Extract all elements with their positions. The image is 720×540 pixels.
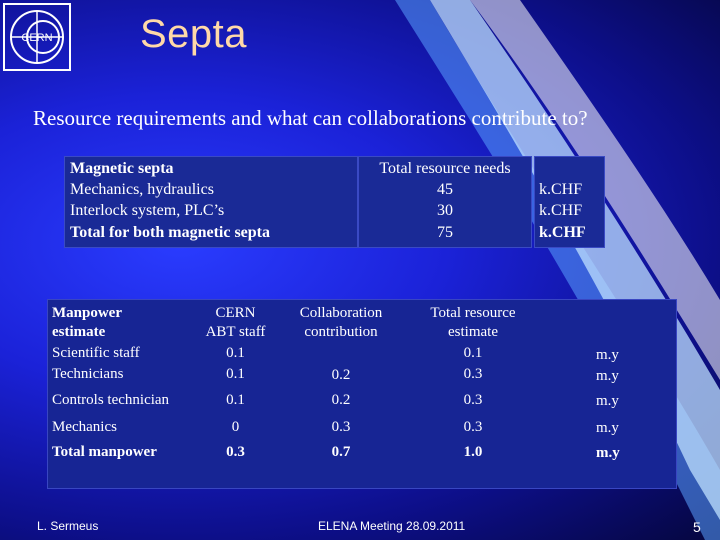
- svg-text:CERN: CERN: [21, 32, 53, 44]
- row-unit: m.y: [596, 347, 619, 363]
- needs-unit: k.CHF: [539, 224, 586, 241]
- header-collab: Collaboration: [299, 305, 383, 321]
- row-collab-total: 0.7: [331, 444, 351, 460]
- row-unit-total: m.y: [596, 445, 620, 461]
- row-cern: 0.1: [226, 392, 245, 408]
- needs-value-cell: [358, 156, 532, 248]
- row-label: Scientific staff: [52, 345, 140, 361]
- row-cern-total: 0.3: [226, 444, 245, 460]
- needs-value: 75: [437, 224, 453, 241]
- row-unit: m.y: [596, 368, 619, 384]
- header-cern: CERN: [215, 305, 256, 321]
- needs-value: 45: [437, 181, 453, 198]
- header-total: estimate: [448, 324, 498, 340]
- header-manpower: Manpower: [52, 305, 122, 321]
- footer-author: L. Sermeus: [37, 519, 99, 533]
- row-unit: m.y: [596, 393, 619, 409]
- row-total-total: 1.0: [463, 444, 483, 460]
- needs-unit: k.CHF: [539, 202, 583, 219]
- row-total: 0.1: [463, 345, 483, 361]
- row-total: 0.3: [463, 392, 483, 408]
- needs-unit: k.CHF: [539, 181, 583, 198]
- row-total: 0.3: [463, 366, 483, 382]
- row-label: Controls technician: [52, 392, 170, 408]
- needs-row-label: Mechanics, hydraulics: [70, 181, 214, 198]
- row-cern: 0: [231, 419, 240, 435]
- row-label: Technicians: [52, 366, 124, 382]
- needs-row-label: Interlock system, PLC’s: [70, 202, 225, 219]
- row-cern: 0.1: [226, 366, 245, 382]
- header-manpower: estimate: [52, 324, 106, 340]
- row-cern: 0.1: [226, 345, 245, 361]
- needs-row-label: Magnetic septa: [70, 160, 174, 177]
- footer-event: ELENA Meeting 28.09.2011: [318, 519, 466, 533]
- needs-value: 30: [437, 202, 453, 219]
- row-label: Mechanics: [52, 419, 117, 435]
- slide-title: Septa: [140, 12, 248, 56]
- manpower-table: [47, 299, 677, 489]
- needs-value-header: Total resource needs: [379, 160, 511, 177]
- needs-row-label: Total for both magnetic septa: [70, 224, 270, 241]
- row-total: 0.3: [463, 419, 483, 435]
- needs-label-cell: [64, 156, 358, 248]
- row-unit: m.y: [596, 420, 619, 436]
- slide-subtitle: Resource requirements and what can collaborations contribute to?: [33, 106, 588, 130]
- header-collab: contribution: [304, 324, 378, 340]
- header-total: Total resource: [430, 305, 516, 321]
- header-cern: ABT staff: [205, 324, 266, 340]
- needs-unit-cell: [534, 156, 605, 248]
- row-collab: 0.3: [331, 419, 351, 435]
- row-collab: 0.2: [331, 367, 351, 383]
- page-number: 5: [693, 519, 701, 535]
- cern-logo: [3, 3, 71, 71]
- row-collab: 0.2: [331, 392, 351, 408]
- row-label-total: Total manpower: [52, 444, 157, 460]
